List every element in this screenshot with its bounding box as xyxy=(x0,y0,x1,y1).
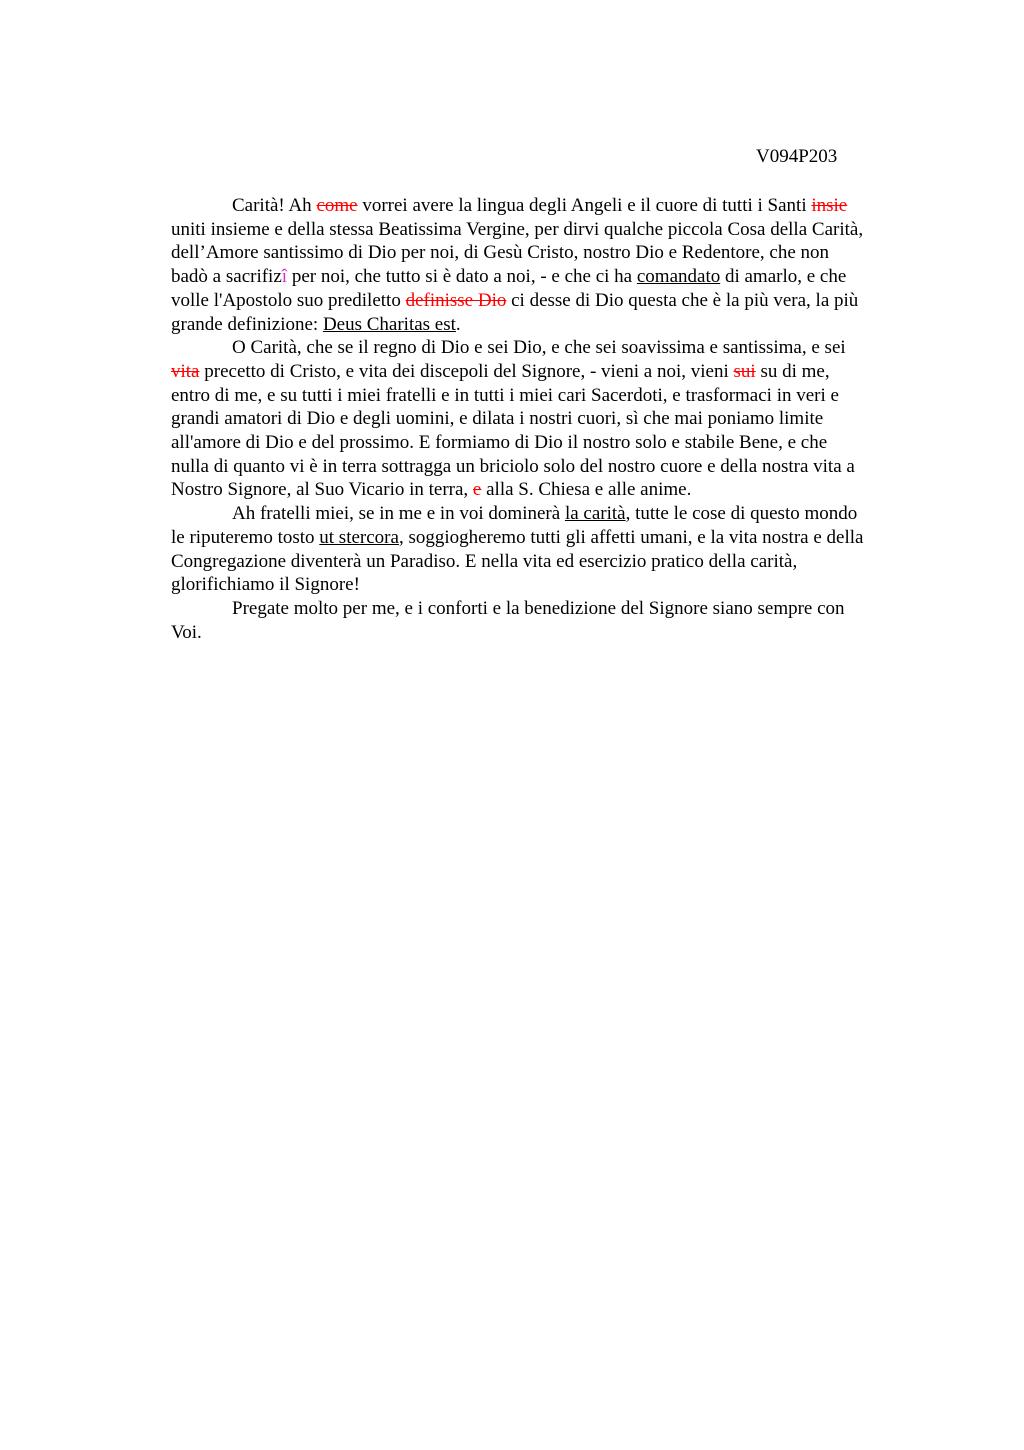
page-reference: V094P203 xyxy=(756,146,838,167)
text-run: su di me, xyxy=(755,360,830,382)
text-run: ci desse di Dio questa che è la più vera, la più xyxy=(506,289,859,311)
text-run: Nostro Signore, al Suo Vicario in terra, xyxy=(171,479,473,501)
underlined-text: Deus Charitas est xyxy=(322,313,456,335)
text-run: le riputeremo tosto xyxy=(171,526,320,548)
paragraph xyxy=(171,336,931,502)
text-run: precetto di Cristo, e vita dei discepoli del Signore, - vieni a noi, vieni xyxy=(199,360,734,382)
text-run: . xyxy=(455,313,461,335)
deleted-text: vita xyxy=(171,360,200,382)
inserted-mark: î xyxy=(281,266,288,288)
underlined-text: ut stercora xyxy=(319,526,399,548)
deleted-text: sui xyxy=(733,360,756,382)
deleted-text: e xyxy=(472,479,482,501)
text-run: all'amore di Dio e del prossimo. E formiamo di Dio il nostro solo e stabile Bene, e che xyxy=(171,432,828,454)
text-run: dell’Amore santissimo di Dio per noi, di Gesù Cristo, nostro Dio e Redentore, che non xyxy=(171,242,830,264)
text-run: , tutte le cose di questo mondo xyxy=(625,503,858,525)
text-run: vorrei avere la lingua degli Angeli e il cuore di tutti i Santi xyxy=(357,195,812,216)
underlined-text: comandato xyxy=(636,266,721,288)
deleted-text: come xyxy=(316,195,358,216)
text-run: entro di me, e su tutti i miei fratelli e in tutti i miei cari Sacerdoti, e trasformaci in veri e xyxy=(171,384,839,406)
text-run: grande definizione: xyxy=(171,313,323,335)
text-run: nulla di quanto vi è in terra sottragga un briciolo solo del nostro cuore e della nostra vita a xyxy=(171,455,855,477)
underlined-text: la carità xyxy=(564,503,626,525)
text-run: glorifichiamo il Signore! xyxy=(171,574,360,596)
text-run: , soggiogheremo tutti gli affetti umani, e la vita nostra e della xyxy=(398,526,864,548)
text-run: Voi. xyxy=(171,621,202,643)
paragraph xyxy=(171,597,931,644)
letter-body xyxy=(171,194,931,644)
text-run: Congregazione diventerà un Paradiso. E nella vita ed esercizio pratico della carità, xyxy=(171,550,798,572)
text-run: Carità! Ah xyxy=(232,195,317,216)
text-run: badò a sacrifiz xyxy=(171,266,282,288)
text-run: Pregate molto per me, e i conforti e la benedizione del Signore siano sempre con xyxy=(232,597,845,619)
paragraph xyxy=(171,502,931,597)
text-run: volle l'Apostolo suo prediletto xyxy=(171,289,406,311)
text-run: Ah fratelli miei, se in me e in voi dominerà xyxy=(232,503,565,525)
deleted-text: insie xyxy=(811,195,848,216)
paragraph xyxy=(171,194,931,336)
text-run: alla S. Chiesa e alle anime. xyxy=(481,479,692,501)
text-run: uniti insieme e della stessa Beatissima Vergine, per dirvi qualche piccola Cosa della Carità, xyxy=(171,218,864,240)
text-run: O Carità, che se il regno di Dio e sei Dio, e che sei soavissima e santissima, e sei xyxy=(232,337,846,359)
text-run: per noi, che tutto si è dato a noi, - e che ci ha xyxy=(287,266,637,288)
text-run: di amarlo, e che xyxy=(720,266,847,288)
text-run: grandi amatori di Dio e degli uomini, e dilata i nostri cuori, sì che mai poniamo limite xyxy=(171,408,824,430)
deleted-text: definisse Dio xyxy=(405,289,507,311)
